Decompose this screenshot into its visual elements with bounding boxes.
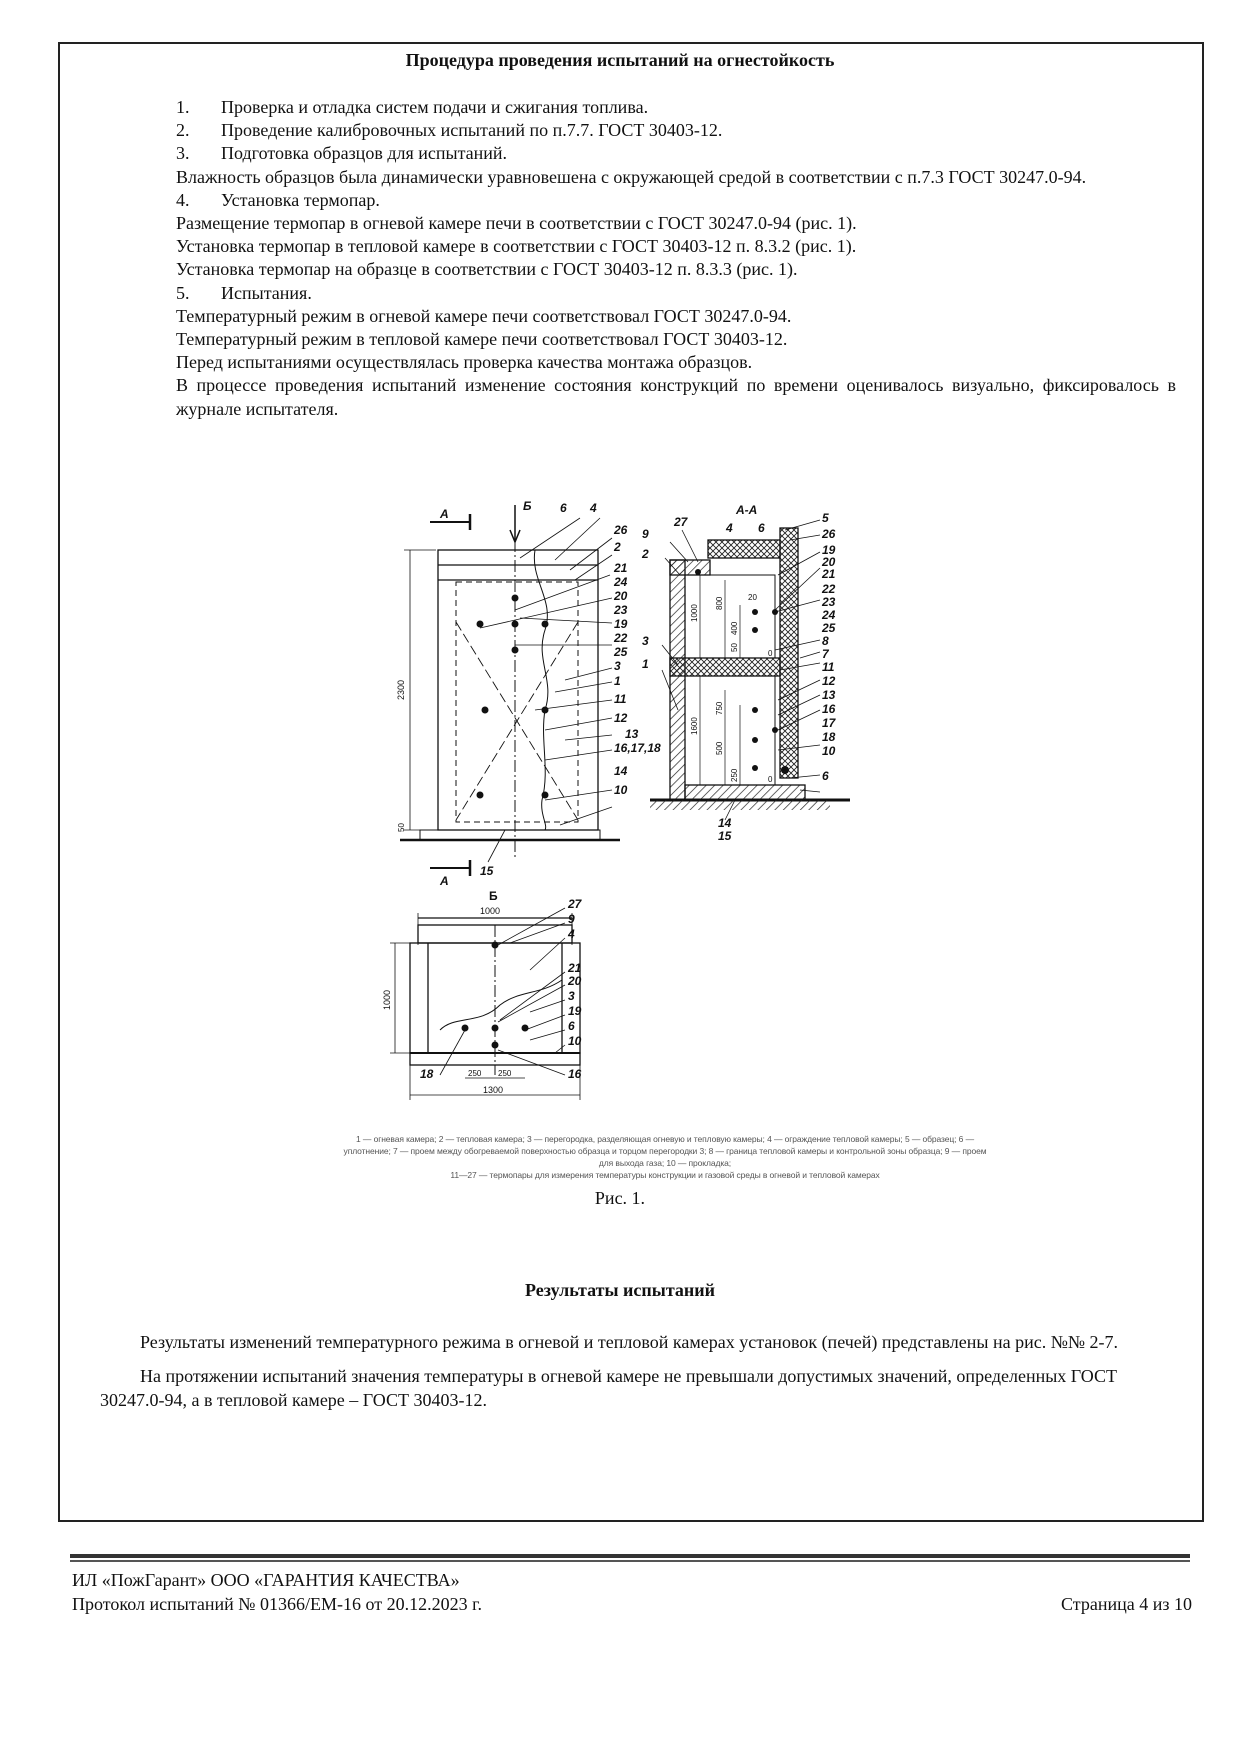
footer-page-number: Страница 4 из 10: [1061, 1594, 1192, 1614]
svg-text:400: 400: [730, 621, 739, 635]
procedure-list: [176, 96, 1176, 421]
svg-text:16,17,18: 16,17,18: [614, 741, 661, 755]
figure-legend-line: 11—27 — термопары для измерения температуры конструкции и газовой среды в огневой и тепловой камерах: [450, 1170, 880, 1180]
svg-text:20: 20: [822, 555, 836, 569]
figure-legend-line: 1 — огневая камера; 2 — тепловая камера; 3 — перегородка, разделяющая огневую и тепловую камеры; 4 — ограждение тепловой камеры; 5 — образец; 6 — уплотнение; 7 — проем между обогреваемой поверхностью образца и торцом перегородки 3; 8 — граница тепловой камеры и контрольной зоны образца; 9 — проем для выхода газа; 10 — прокладка;: [343, 1134, 987, 1168]
svg-text:22: 22: [614, 631, 628, 645]
svg-text:0: 0: [768, 649, 773, 658]
svg-text:11: 11: [614, 692, 627, 706]
page-title: Процедура проведения испытаний на огнестойкость: [405, 50, 835, 70]
svg-text:10: 10: [822, 744, 836, 758]
procedure-item-3: 3. Подготовка образцов для испытаний.: [176, 143, 508, 164]
svg-text:11: 11: [822, 660, 835, 674]
svg-text:Б: Б: [489, 889, 498, 903]
svg-text:250: 250: [730, 768, 739, 782]
svg-text:0: 0: [768, 775, 773, 784]
svg-text:А: А: [440, 507, 449, 521]
svg-text:1000: 1000: [382, 989, 392, 1010]
plan-view: [390, 855, 580, 1100]
footer-rule: [70, 1554, 1190, 1558]
svg-text:50: 50: [397, 823, 406, 832]
svg-text:1000: 1000: [690, 604, 699, 622]
svg-text:9: 9: [568, 912, 575, 926]
svg-text:1600: 1600: [690, 717, 699, 735]
svg-text:14: 14: [718, 816, 732, 830]
svg-text:250: 250: [468, 1069, 482, 1078]
figure-caption: Рис. 1.: [594, 1188, 646, 1208]
svg-text:18: 18: [420, 1067, 434, 1081]
svg-text:16: 16: [568, 1067, 582, 1081]
svg-text:2: 2: [614, 540, 621, 554]
footer-rule: [70, 1560, 1190, 1562]
svg-text:19: 19: [614, 617, 628, 631]
procedure-text-specimen: Установка термопар на образце в соответствии с ГОСТ 30403-12 п. 8.3.3 (рис. 1).: [176, 259, 798, 280]
svg-text:14: 14: [614, 764, 628, 778]
procedure-item-1: 1. Проверка и отладка систем подачи и сжигания топлива.: [176, 97, 649, 117]
svg-text:500: 500: [715, 741, 724, 755]
svg-text:12: 12: [614, 711, 628, 725]
figure-drawing: [380, 500, 990, 1130]
procedure-text-heat-regime: Температурный режим в тепловой камере печи соответствовал ГОСТ 30403-12.: [176, 329, 788, 350]
svg-text:6: 6: [560, 501, 567, 515]
svg-text:4: 4: [568, 927, 575, 941]
svg-text:10: 10: [614, 783, 628, 797]
svg-text:16: 16: [822, 702, 836, 716]
svg-text:250: 250: [498, 1069, 512, 1078]
svg-text:24: 24: [614, 575, 628, 589]
svg-text:20: 20: [748, 593, 757, 602]
svg-text:27: 27: [568, 897, 582, 911]
svg-text:17: 17: [822, 716, 836, 730]
svg-text:21: 21: [568, 961, 582, 975]
svg-text:27: 27: [674, 515, 688, 529]
results-title: Результаты испытаний: [524, 1280, 716, 1300]
svg-text:4: 4: [726, 521, 733, 535]
svg-text:20: 20: [614, 589, 628, 603]
svg-text:50: 50: [730, 643, 739, 652]
procedure-item-2: 2. Проведение калибровочных испытаний по п.7.7. ГОСТ 30403-12.: [176, 120, 723, 141]
svg-text:2300: 2300: [396, 679, 406, 700]
svg-text:7: 7: [822, 647, 829, 661]
svg-text:25: 25: [822, 621, 836, 635]
svg-text:5: 5: [822, 511, 829, 525]
svg-text:1300: 1300: [483, 1085, 504, 1095]
footer-org: ИЛ «ПожГарант» ООО «ГАРАНТИЯ КАЧЕСТВА»: [72, 1570, 460, 1590]
svg-text:22: 22: [822, 582, 836, 596]
svg-text:13: 13: [625, 727, 639, 741]
svg-text:Б: Б: [523, 500, 532, 513]
procedure-item-5: 5. Испытания.: [176, 282, 312, 303]
svg-text:1: 1: [642, 657, 649, 671]
front-view-thermocouples: [477, 595, 549, 799]
svg-text:8: 8: [822, 634, 829, 648]
procedure-text-heat-chamber: Установка термопар в тепловой камере в соответствии с ГОСТ 30403-12 п. 8.3.2 (рис. 1).: [176, 236, 857, 257]
svg-text:12: 12: [822, 674, 836, 688]
svg-text:26: 26: [614, 523, 628, 537]
svg-text:19: 19: [822, 543, 836, 557]
svg-text:21: 21: [822, 567, 836, 581]
svg-text:21: 21: [614, 561, 628, 575]
svg-text:1: 1: [614, 674, 621, 688]
svg-text:3: 3: [614, 659, 621, 673]
svg-text:6: 6: [758, 521, 765, 535]
svg-text:13: 13: [822, 688, 836, 702]
svg-text:3: 3: [568, 989, 575, 1003]
procedure-text-fire-chamber: Размещение термопар в огневой камере печи в соответствии с ГОСТ 30247.0-94 (рис. 1).: [176, 213, 857, 234]
svg-text:18: 18: [822, 730, 836, 744]
results-text: [100, 1330, 1140, 1422]
svg-text:6: 6: [568, 1019, 575, 1033]
front-view: [400, 500, 620, 876]
svg-text:А: А: [440, 874, 449, 888]
procedure-text-humidity: Влажность образцов была динамически уравновешена с окружающей средой в соответствии с п.7.3 ГОСТ 30247.0-94.: [176, 166, 1087, 187]
svg-text:24: 24: [822, 608, 836, 622]
svg-text:750: 750: [715, 701, 724, 715]
figure-legend: [340, 1133, 990, 1181]
page-footer: [72, 1568, 1192, 1616]
svg-text:800: 800: [715, 596, 724, 610]
section-aa-view: [650, 520, 850, 820]
svg-text:6: 6: [822, 769, 829, 783]
procedure-text-fire-regime: Температурный режим в огневой камере печи соответствовал ГОСТ 30247.0-94.: [176, 305, 792, 326]
svg-text:10: 10: [568, 1034, 582, 1048]
results-paragraph: На протяжении испытаний значения температуры в огневой камере не превышали допустимых значений, определенных ГОСТ 30247.0-94, а в тепловой камере – ГОСТ 30403-12.: [100, 1366, 1117, 1410]
svg-text:А-А: А-А: [736, 503, 758, 517]
svg-text:26: 26: [822, 527, 836, 541]
svg-text:3: 3: [642, 634, 649, 648]
svg-text:15: 15: [480, 864, 494, 878]
procedure-text-visual: В процессе проведения испытаний изменение состояния конструкций по времени оценивалось визуально, фиксировалось в журнале испытателя.: [176, 375, 1176, 419]
svg-text:20: 20: [568, 974, 582, 988]
svg-text:25: 25: [614, 645, 628, 659]
results-paragraph: Результаты изменений температурного режима в огневой и тепловой камерах установок (печей) представлены на рис. №№ 2-7.: [140, 1332, 1119, 1352]
svg-text:23: 23: [822, 595, 836, 609]
procedure-item-4: 4. Установка термопар.: [176, 189, 380, 210]
svg-text:4: 4: [590, 501, 597, 515]
svg-text:2: 2: [642, 547, 649, 561]
svg-text:23: 23: [614, 603, 628, 617]
procedure-text-check: Перед испытаниями осуществлялась проверка качества монтажа образцов.: [176, 352, 753, 373]
footer-protocol: Протокол испытаний № 01366/ЕМ-16 от 20.12.2023 г.: [72, 1594, 482, 1614]
svg-text:1000: 1000: [480, 906, 501, 916]
svg-text:15: 15: [718, 829, 732, 843]
svg-text:19: 19: [568, 1004, 582, 1018]
svg-text:9: 9: [642, 527, 649, 541]
